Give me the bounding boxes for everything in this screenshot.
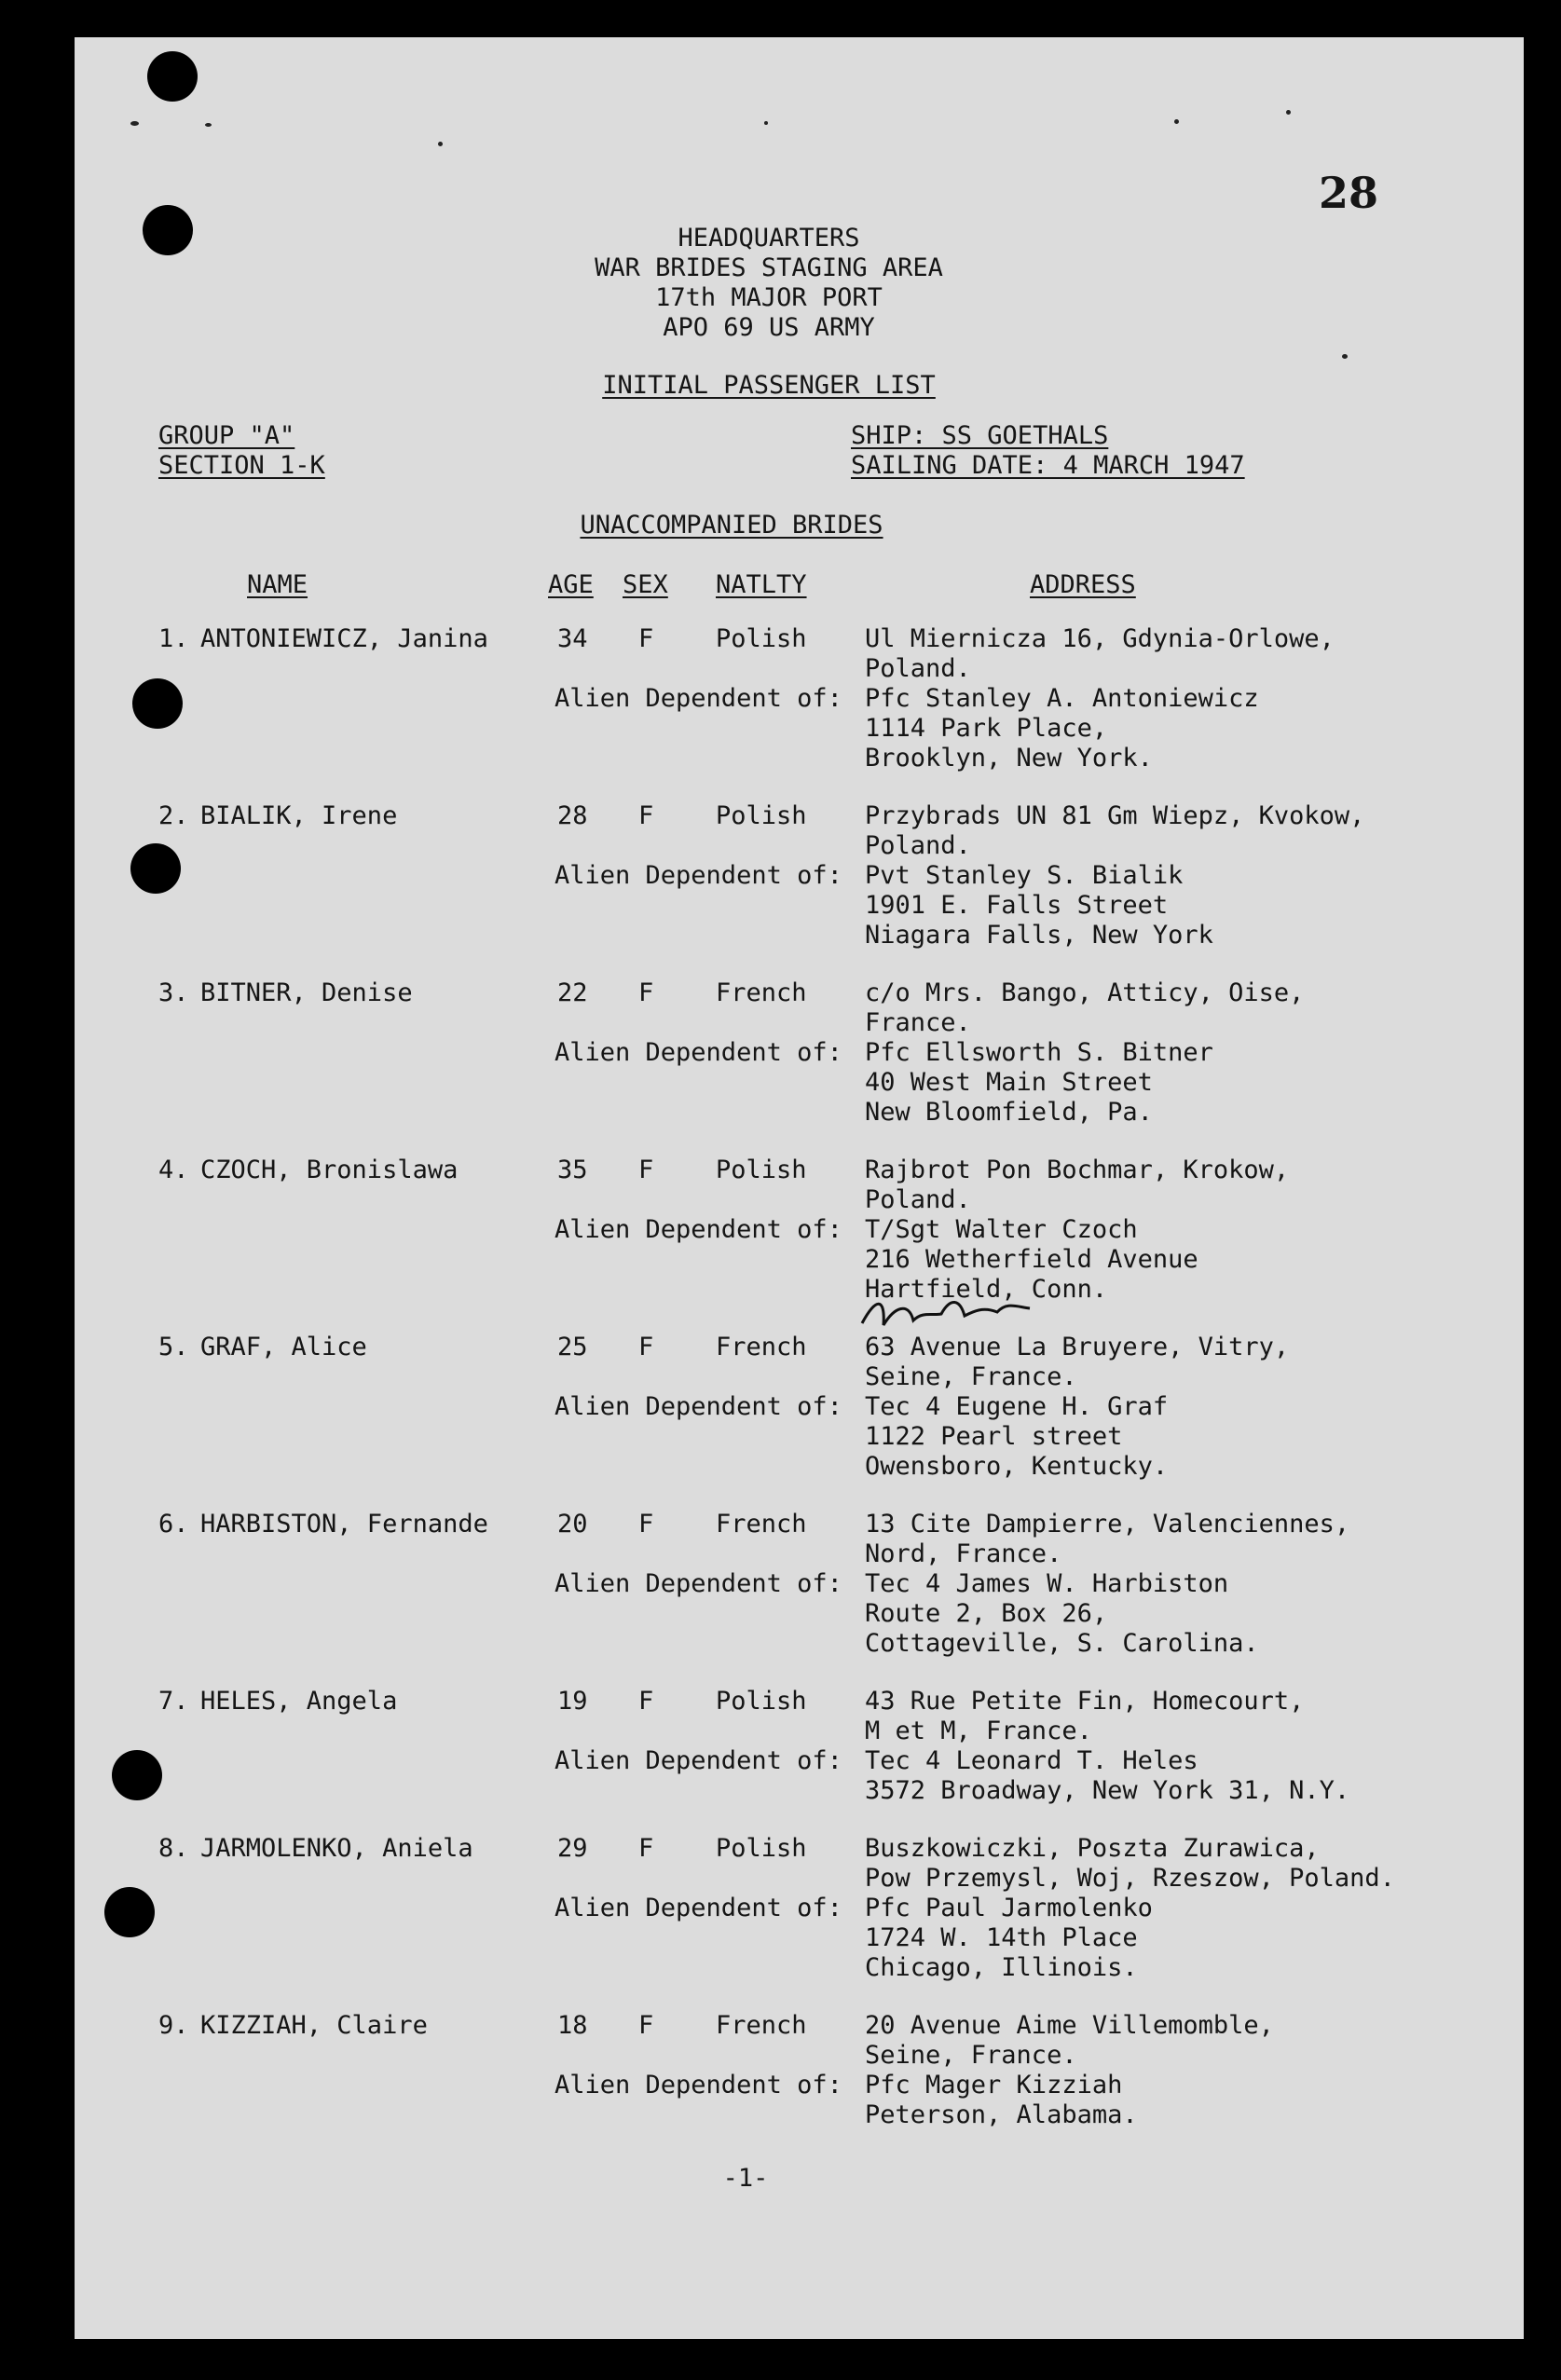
sponsor-line: Tec 4 Eugene H. Graf	[865, 1392, 1169, 1421]
sponsor-line: Pfc Mager Kizziah	[865, 2071, 1123, 2100]
sponsor-line: Owensboro, Kentucky.	[865, 1452, 1169, 1481]
dependent-label: Alien Dependent of:	[555, 1746, 842, 1775]
passenger-address-line: Ul Miernicza 16, Gdynia-Orlowe,	[865, 624, 1335, 653]
handwritten-signature	[857, 1288, 1034, 1334]
sponsor-line: Pfc Ellsworth S. Bitner	[865, 1038, 1213, 1067]
sponsor-line: Peterson, Alabama.	[865, 2100, 1138, 2129]
sponsor-line: T/Sgt Walter Czoch	[865, 1215, 1138, 1244]
passenger-sex: F	[638, 1834, 654, 1863]
passenger-name: KIZZIAH, Claire	[200, 2011, 428, 2040]
passenger-address-line: 43 Rue Petite Fin, Homecourt,	[865, 1687, 1305, 1716]
list-title: INITIAL PASSENGER LIST	[602, 371, 936, 400]
passenger-age: 25	[557, 1333, 588, 1361]
sponsor-line: Tec 4 James W. Harbiston	[865, 1569, 1229, 1598]
passenger-sex: F	[638, 1510, 654, 1539]
sponsor-line: Pfc Paul Jarmolenko	[865, 1894, 1153, 1922]
entry-number: 1.	[158, 624, 189, 653]
punch-hole	[143, 205, 193, 255]
passenger-address-line: Pow Przemysl, Woj, Rzeszow, Poland.	[865, 1864, 1395, 1893]
passenger-nationality: French	[716, 2011, 807, 2040]
passenger-address-line: c/o Mrs. Bango, Atticy, Oise,	[865, 978, 1305, 1007]
sponsor-line: Brooklyn, New York.	[865, 744, 1153, 773]
passenger-address-line: Nord, France.	[865, 1539, 1062, 1568]
passenger-address-line: 20 Avenue Aime Villemomble,	[865, 2011, 1274, 2040]
passenger-name: BITNER, Denise	[200, 978, 413, 1007]
sponsor-line: 1114 Park Place,	[865, 714, 1108, 743]
passenger-sex: F	[638, 801, 654, 830]
sponsor-line: Chicago, Illinois.	[865, 1953, 1138, 1982]
page-footer: -1-	[722, 2164, 769, 2193]
sponsor-line: New Bloomfield, Pa.	[865, 1098, 1153, 1127]
passenger-age: 35	[557, 1156, 588, 1184]
group-label: GROUP "A"	[158, 421, 295, 450]
sponsor-line: Pfc Stanley A. Antoniewicz	[865, 684, 1259, 713]
entry-number: 8.	[158, 1834, 189, 1863]
dependent-label: Alien Dependent of:	[555, 1215, 842, 1244]
passenger-address-line: Poland.	[865, 654, 971, 683]
passenger-address-line: Seine, France.	[865, 1362, 1077, 1391]
page-number: 28	[1319, 168, 1379, 218]
column-header-address: ADDRESS	[1030, 570, 1136, 599]
section-label: SECTION 1-K	[158, 451, 325, 480]
dependent-label: Alien Dependent of:	[555, 1038, 842, 1067]
entry-number: 5.	[158, 1333, 189, 1361]
passenger-name: CZOCH, Bronislawa	[200, 1156, 459, 1184]
column-header-nationality: NATLTY	[716, 570, 807, 599]
sponsor-line: 216 Wetherfield Avenue	[865, 1245, 1198, 1274]
passenger-nationality: Polish	[716, 1156, 807, 1184]
header-line: 17th MAJOR PORT	[655, 283, 883, 312]
punch-hole	[112, 1750, 162, 1800]
column-header-sex: SEX	[623, 570, 668, 599]
passenger-sex: F	[638, 1333, 654, 1361]
dependent-label: Alien Dependent of:	[555, 1894, 842, 1922]
passenger-address-line: France.	[865, 1008, 971, 1037]
column-header-name: NAME	[247, 570, 308, 599]
passenger-address-line: Przybrads UN 81 Gm Wiepz, Kvokow,	[865, 801, 1365, 830]
category-heading: UNACCOMPANIED BRIDES	[580, 511, 883, 540]
entry-number: 2.	[158, 801, 189, 830]
sailing-date: SAILING DATE: 4 MARCH 1947	[851, 451, 1245, 480]
sponsor-line: 1724 W. 14th Place	[865, 1923, 1138, 1952]
sponsor-line: Cottageville, S. Carolina.	[865, 1629, 1259, 1658]
dependent-label: Alien Dependent of:	[555, 1569, 842, 1598]
passenger-age: 28	[557, 801, 588, 830]
passenger-name: JARMOLENKO, Aniela	[200, 1834, 473, 1863]
passenger-nationality: French	[716, 1510, 807, 1539]
dependent-label: Alien Dependent of:	[555, 1392, 842, 1421]
sponsor-line: 1122 Pearl street	[865, 1422, 1123, 1451]
passenger-address-line: M et M, France.	[865, 1717, 1092, 1745]
sponsor-line: Tec 4 Leonard T. Heles	[865, 1746, 1198, 1775]
passenger-sex: F	[638, 978, 654, 1007]
punch-hole	[104, 1887, 155, 1937]
passenger-age: 19	[557, 1687, 588, 1716]
passenger-address-line: Buszkowiczki, Poszta Zurawica,	[865, 1834, 1320, 1863]
passenger-nationality: Polish	[716, 1687, 807, 1716]
passenger-age: 22	[557, 978, 588, 1007]
passenger-nationality: French	[716, 1333, 807, 1361]
sponsor-line: Niagara Falls, New York	[865, 921, 1213, 950]
sponsor-line: 40 West Main Street	[865, 1068, 1153, 1097]
passenger-name: HARBISTON, Fernande	[200, 1510, 488, 1539]
dependent-label: Alien Dependent of:	[555, 861, 842, 890]
entry-number: 7.	[158, 1687, 189, 1716]
sponsor-line: Hartfield, Conn.	[865, 1275, 1108, 1304]
punch-hole	[130, 843, 181, 894]
punch-hole	[132, 678, 183, 729]
dependent-label: Alien Dependent of:	[555, 2071, 842, 2100]
passenger-nationality: Polish	[716, 1834, 807, 1863]
sponsor-line: 3572 Broadway, New York 31, N.Y.	[865, 1776, 1350, 1805]
passenger-sex: F	[638, 2011, 654, 2040]
passenger-nationality: French	[716, 978, 807, 1007]
ship-label: SHIP: SS GOETHALS	[851, 421, 1109, 450]
sponsor-line: Route 2, Box 26,	[865, 1599, 1108, 1628]
passenger-address-line: Rajbrot Pon Bochmar, Krokow,	[865, 1156, 1290, 1184]
passenger-age: 18	[557, 2011, 588, 2040]
passenger-name: BIALIK, Irene	[200, 801, 398, 830]
passenger-age: 29	[557, 1834, 588, 1863]
passenger-address-line: Seine, France.	[865, 2041, 1077, 2070]
passenger-age: 34	[557, 624, 588, 653]
passenger-name: ANTONIEWICZ, Janina	[200, 624, 488, 653]
passenger-address-line: Poland.	[865, 1185, 971, 1214]
sponsor-line: 1901 E. Falls Street	[865, 891, 1169, 920]
passenger-nationality: Polish	[716, 624, 807, 653]
sponsor-line: Pvt Stanley S. Bialik	[865, 861, 1184, 890]
entry-number: 9.	[158, 2011, 189, 2040]
passenger-sex: F	[638, 1687, 654, 1716]
header-line: HEADQUARTERS	[678, 224, 860, 253]
passenger-name: GRAF, Alice	[200, 1333, 367, 1361]
dependent-label: Alien Dependent of:	[555, 684, 842, 713]
document-page	[75, 37, 1524, 2339]
passenger-sex: F	[638, 624, 654, 653]
passenger-address-line: 13 Cite Dampierre, Valenciennes,	[865, 1510, 1350, 1539]
entry-number: 6.	[158, 1510, 189, 1539]
passenger-name: HELES, Angela	[200, 1687, 398, 1716]
passenger-age: 20	[557, 1510, 588, 1539]
passenger-address-line: 63 Avenue La Bruyere, Vitry,	[865, 1333, 1290, 1361]
entry-number: 3.	[158, 978, 189, 1007]
passenger-sex: F	[638, 1156, 654, 1184]
column-header-age: AGE	[548, 570, 594, 599]
punch-hole	[147, 51, 198, 102]
entry-number: 4.	[158, 1156, 189, 1184]
passenger-nationality: Polish	[716, 801, 807, 830]
passenger-address-line: Poland.	[865, 831, 971, 860]
header-line: WAR BRIDES STAGING AREA	[595, 253, 943, 282]
header-line: APO 69 US ARMY	[663, 313, 875, 342]
